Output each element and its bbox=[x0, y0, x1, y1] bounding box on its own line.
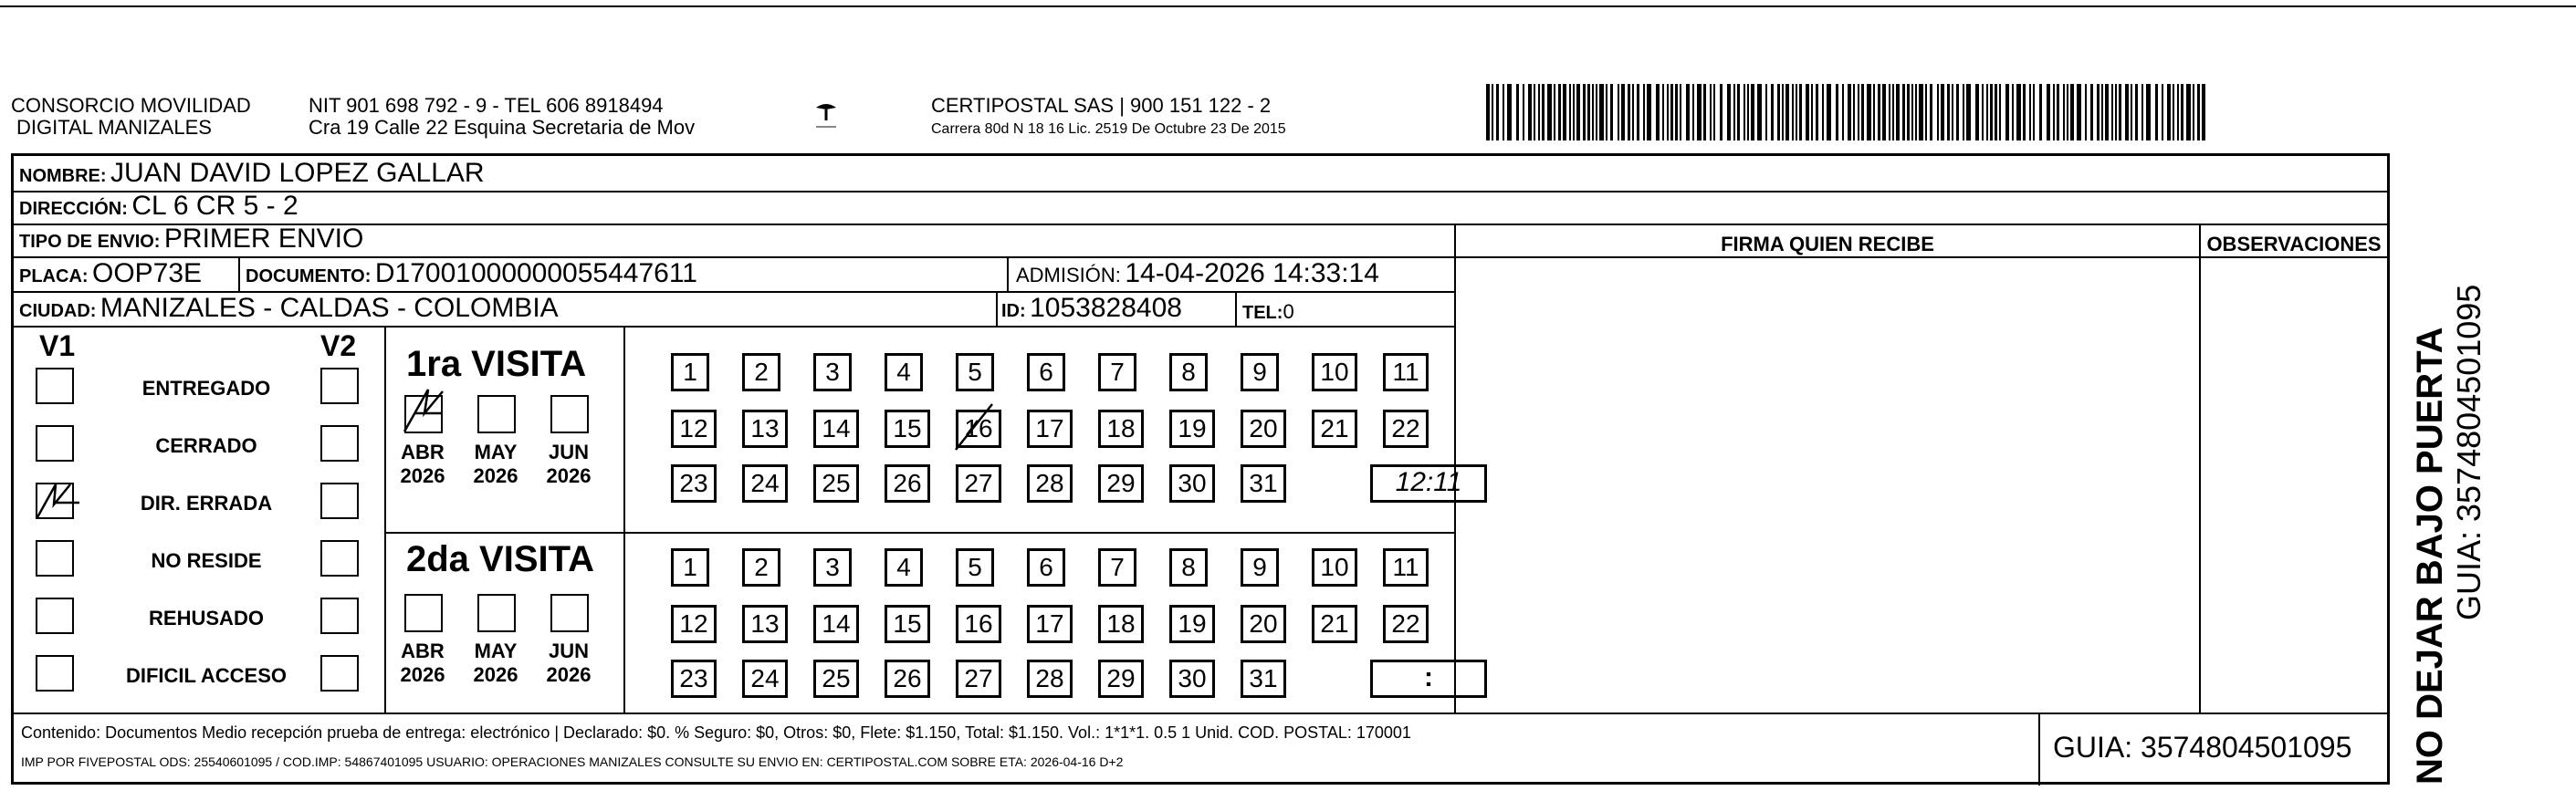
delivery-form bbox=[11, 153, 2390, 785]
day-box-2-v1[interactable]: 2 bbox=[742, 353, 780, 391]
status-label: ENTREGADO bbox=[141, 377, 271, 400]
day-box-18-v2[interactable]: 18 bbox=[1098, 605, 1144, 643]
nombre-value: JUAN DAVID LOPEZ GALLAR bbox=[110, 158, 485, 188]
sender-name-line2: DIGITAL MANIZALES bbox=[16, 116, 212, 139]
day-box-21-v2[interactable]: 21 bbox=[1312, 605, 1357, 643]
day-box-25-v2[interactable]: 25 bbox=[813, 660, 859, 698]
day-box-15-v2[interactable]: 15 bbox=[885, 605, 930, 643]
day-box-2-v2[interactable]: 2 bbox=[742, 548, 780, 587]
day-box-4-v1[interactable]: 4 bbox=[885, 353, 923, 391]
day-box-30-v1[interactable]: 30 bbox=[1169, 464, 1215, 503]
v1-checkbox-dir-errada[interactable] bbox=[36, 483, 74, 519]
month-box-abr-v1[interactable] bbox=[404, 395, 443, 433]
day-box-28-v2[interactable]: 28 bbox=[1027, 660, 1073, 698]
day-box-29-v1[interactable]: 29 bbox=[1098, 464, 1144, 503]
sender-name-line1: CONSORCIO MOVILIDAD bbox=[11, 94, 251, 117]
day-box-28-v1[interactable]: 28 bbox=[1027, 464, 1073, 503]
row-tipo-envio bbox=[14, 225, 1454, 258]
day-box-6-v2[interactable]: 6 bbox=[1027, 548, 1065, 587]
row-direccion bbox=[14, 192, 2387, 225]
day-box-20-v1[interactable]: 20 bbox=[1241, 410, 1286, 448]
row-nombre bbox=[14, 156, 2387, 192]
nombre-label: NOMBRE: bbox=[19, 166, 107, 186]
day-box-19-v2[interactable]: 19 bbox=[1169, 605, 1215, 643]
v1-checkbox-dificil-acceso[interactable] bbox=[36, 655, 74, 692]
year-label: 2026 bbox=[546, 464, 592, 487]
courier-address: Carrera 80d N 18 16 Lic. 2519 De Octubre 23 De 2015 bbox=[931, 121, 1286, 137]
v2-checkbox-dir-errada[interactable] bbox=[320, 483, 359, 519]
certipostal-logo-icon bbox=[812, 99, 840, 135]
v1-checkbox-no-reside[interactable] bbox=[36, 540, 74, 577]
day-box-31-v2[interactable]: 31 bbox=[1241, 660, 1286, 698]
sender-nit: NIT 901 698 792 - 9 - TEL 606 8918494 bbox=[309, 94, 664, 117]
day-box-8-v2[interactable]: 8 bbox=[1169, 548, 1208, 587]
v2-checkbox-cerrado[interactable] bbox=[320, 425, 359, 462]
day-box-23-v2[interactable]: 23 bbox=[671, 660, 717, 698]
month-box-may-v1[interactable] bbox=[477, 395, 516, 433]
day-box-1-v1[interactable]: 1 bbox=[671, 353, 709, 391]
day-box-7-v1[interactable]: 7 bbox=[1098, 353, 1136, 391]
day-box-16-v1[interactable]: 16 bbox=[956, 410, 1001, 448]
day-box-12-v1[interactable]: 12 bbox=[671, 410, 717, 448]
day-box-15-v1[interactable]: 15 bbox=[885, 410, 930, 448]
month-label: MAY bbox=[474, 640, 518, 662]
day-box-12-v2[interactable]: 12 bbox=[671, 605, 717, 643]
day-box-26-v2[interactable]: 26 bbox=[885, 660, 930, 698]
day-box-9-v2[interactable]: 9 bbox=[1241, 548, 1279, 587]
day-box-23-v1[interactable]: 23 bbox=[671, 464, 717, 503]
day-box-3-v2[interactable]: 3 bbox=[813, 548, 852, 587]
day-box-14-v1[interactable]: 14 bbox=[813, 410, 859, 448]
id-label: ID: bbox=[1001, 301, 1026, 321]
placa-value: OOP73E bbox=[92, 258, 203, 288]
month-box-may-v2[interactable] bbox=[477, 594, 516, 632]
footer-imp: IMP POR FIVEPOSTAL ODS: 25540601095 / COD.IMP: 54867401095 USUARIO: OPERACIONES MANIZALES CONSULTE SU ENVIO EN: CERTIPOSTAL.COM SOBRE ETA: 2026-04-16 D+2 bbox=[21, 754, 1124, 769]
v2-checkbox-rehusado[interactable] bbox=[320, 598, 359, 634]
month-label: ABR bbox=[401, 441, 445, 463]
v1-checkbox-cerrado[interactable] bbox=[36, 425, 74, 462]
sender-address: Cra 19 Calle 22 Esquina Secretaria de Mov bbox=[309, 116, 696, 139]
year-label: 2026 bbox=[546, 663, 592, 686]
barcode bbox=[1486, 84, 2215, 140]
courier-name: CERTIPOSTAL SAS | 900 151 122 - 2 bbox=[931, 94, 1272, 117]
row-ciudad bbox=[14, 293, 1454, 328]
day-box-29-v2[interactable]: 29 bbox=[1098, 660, 1144, 698]
month-label: ABR bbox=[401, 640, 445, 662]
second-visit-title: 2da VISITA bbox=[406, 539, 594, 579]
day-box-30-v2[interactable]: 30 bbox=[1169, 660, 1215, 698]
day-box-22-v2[interactable]: 22 bbox=[1383, 605, 1429, 643]
day-box-22-v1[interactable]: 22 bbox=[1383, 410, 1429, 448]
status-label: NO RESIDE bbox=[151, 549, 262, 572]
day-box-10-v1[interactable]: 10 bbox=[1312, 353, 1357, 391]
day-box-7-v2[interactable]: 7 bbox=[1098, 548, 1136, 587]
year-label: 2026 bbox=[400, 663, 445, 686]
day-box-27-v2[interactable]: 27 bbox=[956, 660, 1001, 698]
day-box-5-v2[interactable]: 5 bbox=[956, 548, 994, 587]
day-box-25-v1[interactable]: 25 bbox=[813, 464, 859, 503]
footer-guia: GUIA: 3574804501095 bbox=[2053, 731, 2352, 764]
row-placa bbox=[14, 258, 1454, 293]
ciudad-label: CIUDAD: bbox=[19, 301, 97, 321]
day-box-3-v1[interactable]: 3 bbox=[813, 353, 852, 391]
side-guia: GUIA: 3574804501095 bbox=[2450, 284, 2487, 620]
admision-label: ADMISIÓN: bbox=[1016, 264, 1121, 286]
v2-checkbox-no-reside[interactable] bbox=[320, 540, 359, 577]
day-box-17-v2[interactable]: 17 bbox=[1027, 605, 1073, 643]
month-box-jun-v1[interactable] bbox=[550, 395, 589, 433]
placa-label: PLACA: bbox=[19, 266, 89, 286]
month-box-abr-v2[interactable] bbox=[404, 594, 443, 632]
day-box-16-v2[interactable]: 16 bbox=[956, 605, 1001, 643]
v2-checkbox-dificil-acceso[interactable] bbox=[320, 655, 359, 692]
day-box-18-v1[interactable]: 18 bbox=[1098, 410, 1144, 448]
day-box-24-v1[interactable]: 24 bbox=[742, 464, 788, 503]
day-box-9-v1[interactable]: 9 bbox=[1241, 353, 1279, 391]
day-box-11-v1[interactable]: 11 bbox=[1383, 353, 1429, 391]
time-box-v2[interactable]: : bbox=[1370, 660, 1487, 698]
day-box-1-v2[interactable]: 1 bbox=[671, 548, 709, 587]
month-label: JUN bbox=[548, 441, 589, 463]
v2-label: V2 bbox=[320, 329, 357, 362]
day-box-6-v1[interactable]: 6 bbox=[1027, 353, 1065, 391]
day-box-4-v2[interactable]: 4 bbox=[885, 548, 923, 587]
status-label: CERRADO bbox=[155, 434, 257, 457]
id-value: 1053828408 bbox=[1030, 293, 1182, 323]
year-label: 2026 bbox=[473, 663, 518, 686]
day-box-19-v1[interactable]: 19 bbox=[1169, 410, 1215, 448]
day-box-10-v2[interactable]: 10 bbox=[1312, 548, 1357, 587]
tipo-envio-value: PRIMER ENVIO bbox=[163, 224, 364, 254]
direccion-value: CL 6 CR 5 - 2 bbox=[131, 191, 298, 221]
day-box-14-v2[interactable]: 14 bbox=[813, 605, 859, 643]
day-box-8-v1[interactable]: 8 bbox=[1169, 353, 1208, 391]
tel-value: 0 bbox=[1283, 300, 1294, 323]
time-box-v1[interactable]: 12:11 bbox=[1370, 464, 1487, 503]
documento-value: D17001000000055447611 bbox=[374, 258, 697, 288]
year-label: 2026 bbox=[473, 464, 518, 487]
day-box-5-v1[interactable]: 5 bbox=[956, 353, 994, 391]
day-box-21-v1[interactable]: 21 bbox=[1312, 410, 1357, 448]
month-label: MAY bbox=[474, 441, 518, 463]
firma-header: FIRMA QUIEN RECIBE bbox=[1721, 233, 1934, 255]
day-box-31-v1[interactable]: 31 bbox=[1241, 464, 1286, 503]
v2-checkbox-entregado[interactable] bbox=[320, 368, 359, 404]
documento-label: DOCUMENTO: bbox=[246, 266, 372, 286]
footer-content: Contenido: Documentos Medio recepción prueba de entrega: electrónico | Declarado: $0. % Seguro: $0, Otros: $0, Flete: $1.150, Total: $1.150. Vol.: 1*1*1. 0.5 1 Unid. COD. POSTAL: 170001 bbox=[21, 723, 1411, 742]
direccion-label: DIRECCIÓN: bbox=[19, 199, 128, 219]
v1-checkbox-rehusado[interactable] bbox=[36, 598, 74, 634]
first-visit-title: 1ra VISITA bbox=[406, 344, 587, 384]
top-rule bbox=[0, 5, 2576, 7]
side-warning: NO DEJAR BAJO PUERTA bbox=[2410, 327, 2450, 785]
observaciones-header: OBSERVACIONES bbox=[2206, 233, 2382, 255]
month-box-jun-v2[interactable] bbox=[550, 594, 589, 632]
day-box-17-v1[interactable]: 17 bbox=[1027, 410, 1073, 448]
day-box-24-v2[interactable]: 24 bbox=[742, 660, 788, 698]
day-box-13-v2[interactable]: 13 bbox=[742, 605, 788, 643]
day-box-27-v1[interactable]: 27 bbox=[956, 464, 1001, 503]
v1-label: V1 bbox=[39, 329, 76, 362]
day-box-20-v2[interactable]: 20 bbox=[1241, 605, 1286, 643]
year-label: 2026 bbox=[400, 464, 445, 487]
day-box-13-v1[interactable]: 13 bbox=[742, 410, 788, 448]
v1-checkbox-entregado[interactable] bbox=[36, 368, 74, 404]
day-box-26-v1[interactable]: 26 bbox=[885, 464, 930, 503]
admision-value: 14-04-2026 14:33:14 bbox=[1125, 258, 1379, 288]
ciudad-value: MANIZALES - CALDAS - COLOMBIA bbox=[99, 293, 559, 323]
day-box-11-v2[interactable]: 11 bbox=[1383, 548, 1429, 587]
tel-label: TEL: bbox=[1242, 303, 1283, 323]
status-label: REHUSADO bbox=[149, 607, 264, 629]
status-label: DIR. ERRADA bbox=[140, 492, 273, 515]
tipo-envio-label: TIPO DE ENVIO: bbox=[19, 232, 161, 252]
status-label: DIFICIL ACCESO bbox=[125, 664, 287, 687]
month-label: JUN bbox=[548, 640, 589, 662]
